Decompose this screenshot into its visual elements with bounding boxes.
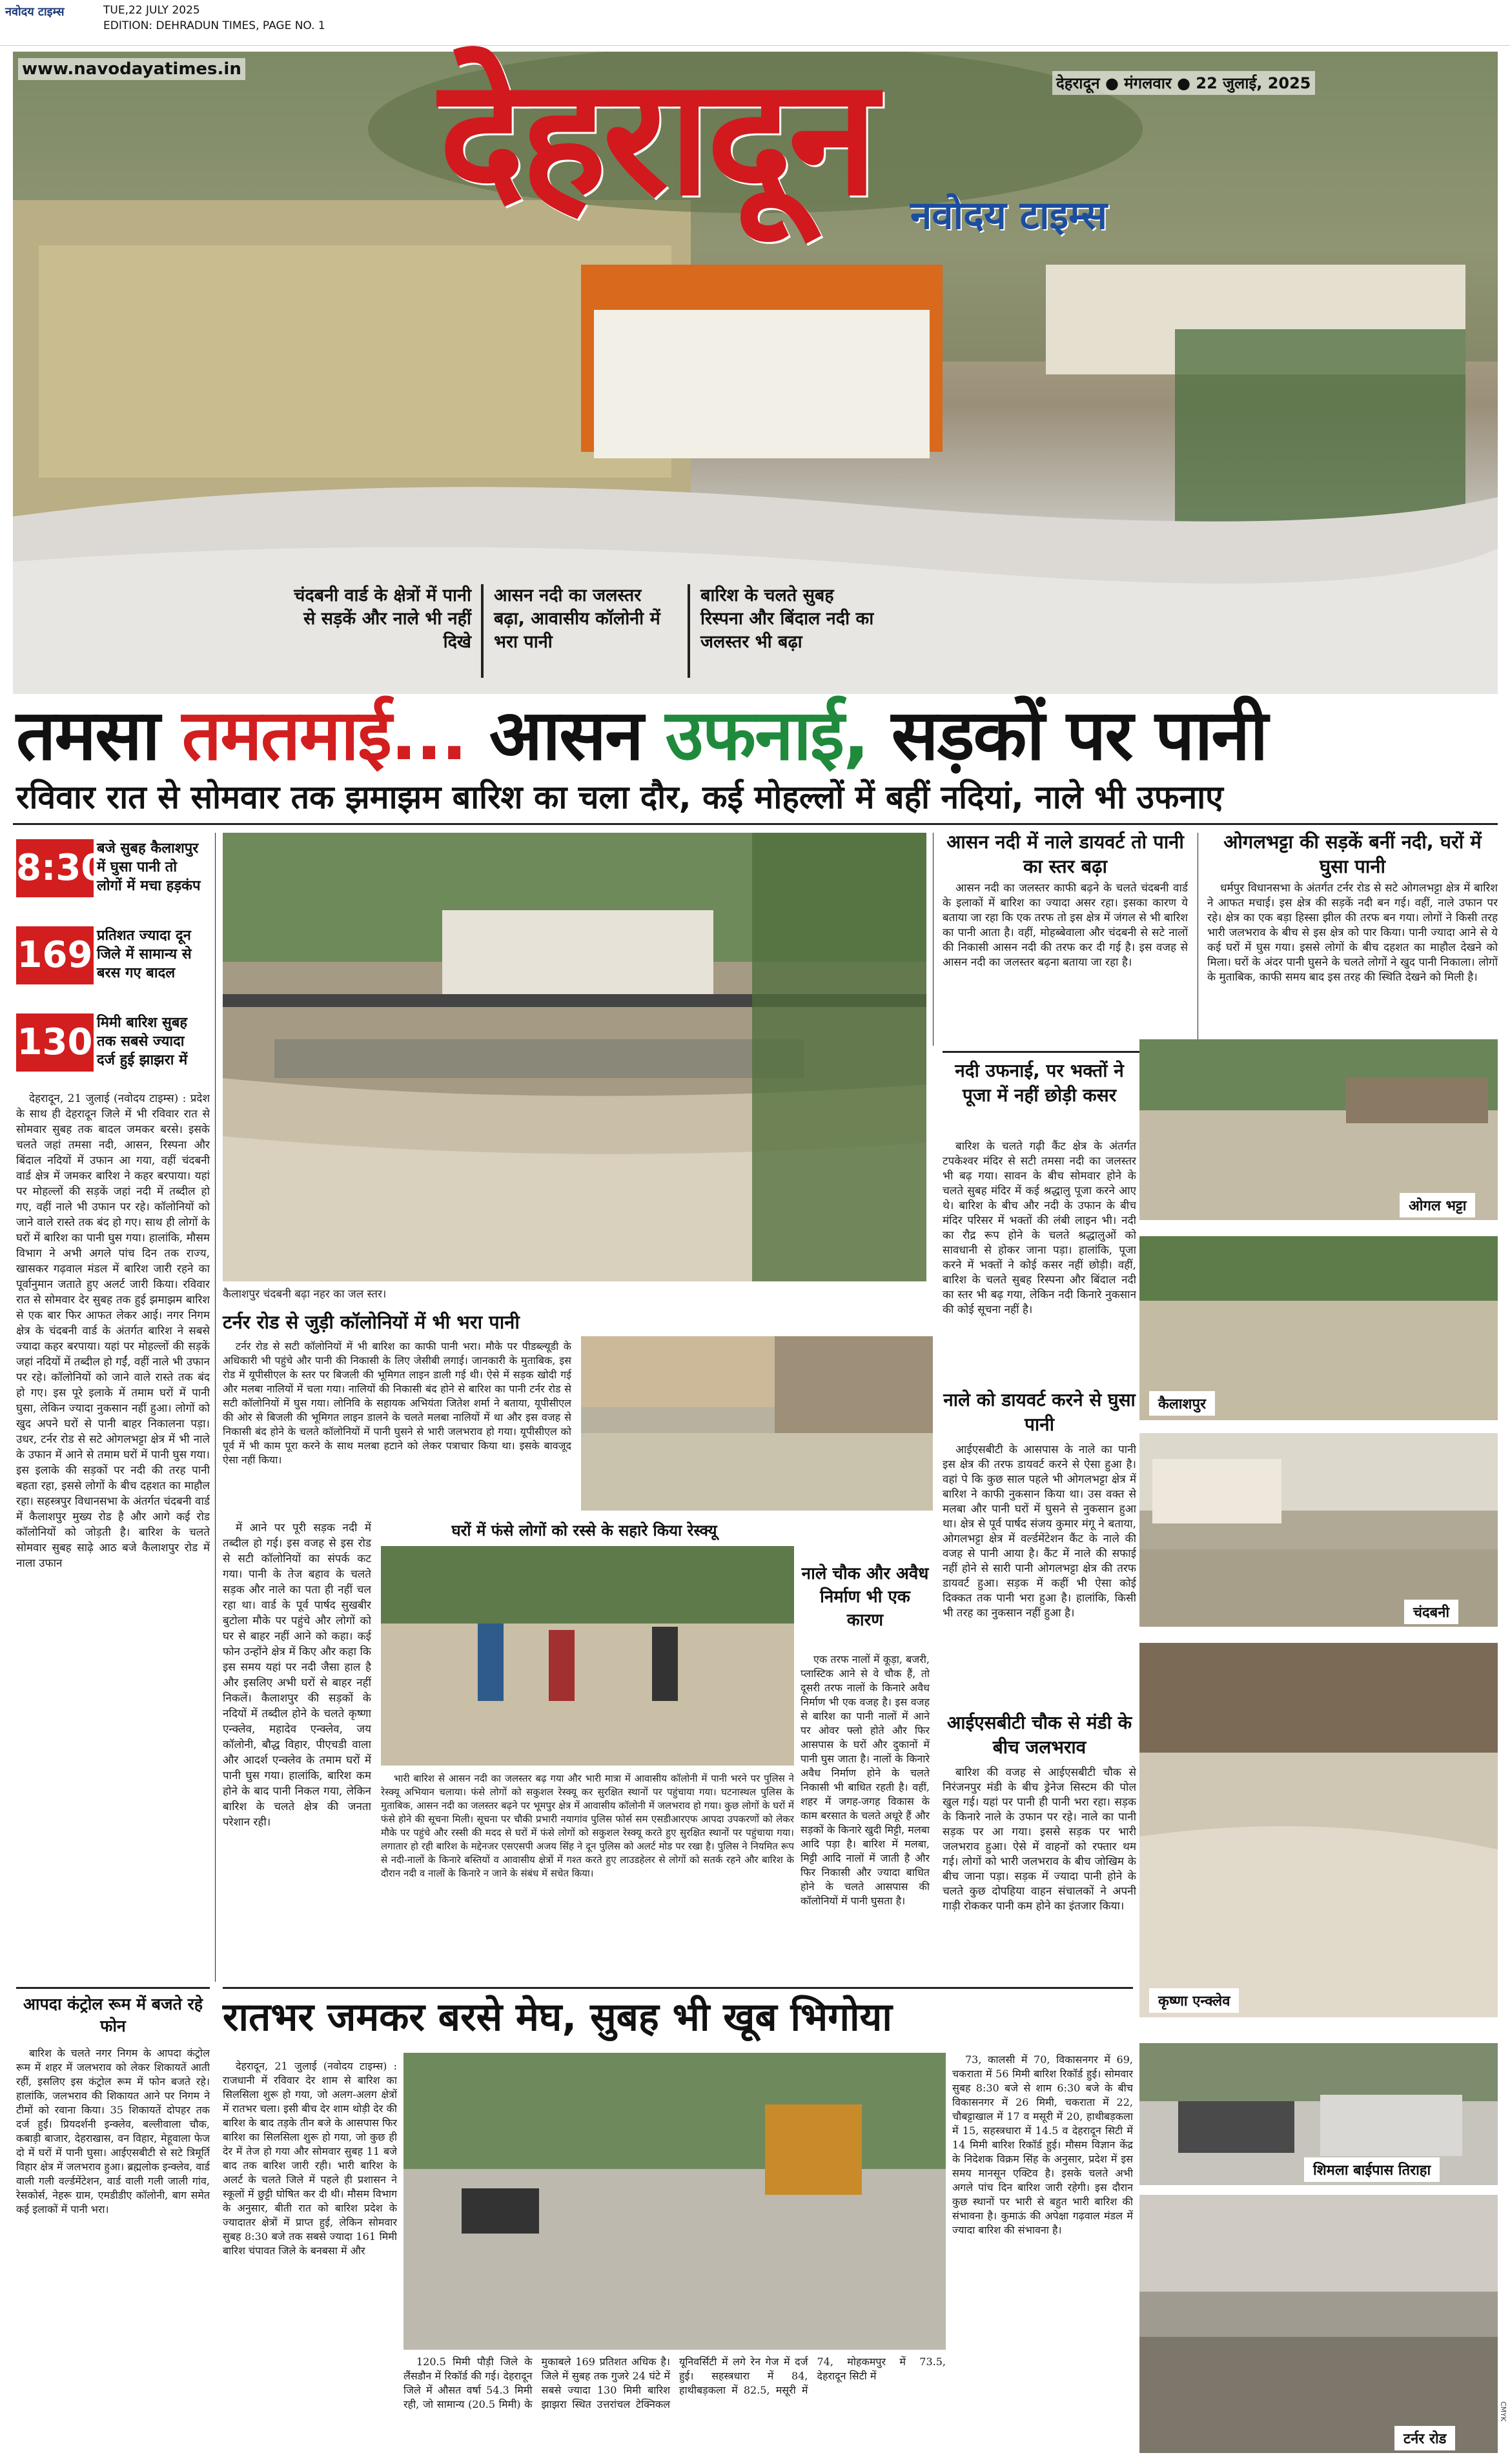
story-continued-text: में आने पर पूरी सड़क नदी में तब्दील हो गई। इस वजह से इस रोड से सटी कॉलोनियों का संपर्क कट गया। पानी के तेज बहाव के चलते सड़क और नाले का पता ही नहीं चल रहा था। वार्ड के पूर्व पार्षद सुखबीर बुटोला मौके पर पहुंचे और लोगों को घर से बाहर नहीं आने को कहा। कई फोन उन्होंने क्षेत्र में किए और कहा कि इस समय यहां पर नदी जैसा हाल है और इसलिए अभी घरों से बाहर नहीं निकलें। कैलाशपुर की सड़कों के नदियों में तब्दील होने के चलते कृष्णा एन्क्लेव, महादेव एन्क्लेव, जय कॉलोनी, बौद्ध विहार, पीएचडी वाला और आदर्श एन्क्लेव के तमाम घरों में पानी घुस गया। हालांकि, बारिश कम होने के बाद पानी निकल गया, लेकिन बारिश के चलते क्षेत्र की जनता परेशान रही। — [223, 1522, 371, 1829]
photo-turner-road — [1139, 2195, 1498, 2453]
night-head: रातभर जमकर बरसे मेघ, सुबह भी खूब भिगोया — [223, 1995, 892, 2040]
night-body-3-text: 73, कालसी में 70, विकासनगर में 69, चकराता में 56 मिमी बारिश रिकॉर्ड हुई। सोमवार सुबह 8:30 बजे से शाम 6:30 बजे के बीच विकासनगर में 26 मिमी, चकराता में 22, चौबट्टाखाल में 17 व मसूरी में 20, हाथीबड़कला में 15, सहस्त्रधारा में 14.5 व देहरादून सिटी में 14 मिमी बारिश रिकॉर्ड हुई। मौसम विज्ञान केंद्र के निदेशक विक्रम सिंह के अनुसार, प्रदेश में इस समय मानसून एक्टिव है। इसके चलते अभी अगले पांच दिन बारिश जारी रहेगी। इस दौरान कुछ स्थानों पर भारी से बहुत भारी बारिश की संभावना है। कुमाऊं की अपेक्षा गढ़वाल मंडल में ज्यादा बारिश की संभावना है। — [952, 2053, 1133, 2236]
turner-head: टर्नर रोड से जुड़ी कॉलोनियों में भी भरा पानी — [223, 1311, 520, 1333]
story-continued — [223, 1520, 371, 1917]
main-headline — [16, 694, 1501, 781]
ogal-body-text: धर्मपुर विधानसभा के अंतर्गत टर्नर रोड से सटे ओगलभट्टा क्षेत्र में बारिश ने आफत मचाई। इस क्षेत्र की सड़कें नदी बन गई। वहीं, नाले उफान पर रहे। क्षेत्र का एक बड़ा हिस्सा झील की तरफ बन गया। लोगों ने किसी तरह भारी जलभराव के बीच से इस क्षेत्र को पार किया। पानी ज्यादा आने से ये कई घरों में घुस गया। इससे लोगों के बीच दहशत का माहौल देखने को मिला। घरों के अंदर पानी घुसने के चलते लोगों ने खुद पानी निकाला। लोगों के मुताबिक, काफी समय बाद इस तरह की स्थिति देखने को मिली है। — [1207, 882, 1498, 984]
divert-body-text: आईएसबीटी के आसपास के नाले का पानी इस क्षेत्र की तरफ डायवर्ट करने से ऐसा हुआ है। वहां पे कि कुछ साल पहले भी ओगलभट्टा क्षेत्र में बारिश ने काफी नुकसान किया था। उस वक्त से मलबा और पानी घरों में घुसने से नुकसान हुआ था। क्षेत्र से पूर्व पार्षद संजय कुमार मंगू ने बताया, ओगलभट्टा क्षेत्र में वर्ल्डमेंटेशन कैंट के नाले की वजह से पानी आया है। कैंट में नाले की सफाई नहीं होने से सारी पानी ओगलभट्टा क्षेत्र की तरफ डायवर्ट हुआ। सड़क में कहीं भी ऐसा कोई दिक्कत तक पानी भरा हुआ है। हालांकि, किसी भी तरह का नुकसान नहीं हुआ है। — [943, 1443, 1136, 1620]
stat-text-2: प्रतिशत ज्यादा दून जिले में सामान्य से बरस गए बादल — [97, 928, 192, 981]
teaser-1: चंदबनी वार्ड के क्षेत्रों में पानी से सड़कें और नाले भी नहीं दिखे — [294, 585, 471, 652]
stat-text-1: बजे सुबह कैलाशपुर में घुसा पानी तो लोगों में मचा हड़कंप — [97, 840, 201, 894]
rule-control — [16, 1987, 210, 1989]
topbar-edition: EDITION: DEHRADUN TIMES, PAGE NO. 1 — [103, 19, 325, 32]
masthead-dateline: देहरादून ● मंगलवार ● 22 जुलाई, 2025 — [1052, 71, 1315, 95]
drain-body-text: एक तरफ नालों में कूड़ा, बजरी, प्लास्टिक आने से वे चौक हैं, तो दूसरी तरफ नालों के किनारे अवैध निर्माण भी एक वजह है। इस वजह से बारिश का पानी नालों में आने पर ओवर फ्लो होते और फिर आसपास के घरों और दुकानों में पानी घुस जाता है। नालों के किनारे अवैध निर्माण होने के चलते निकासी भी बाधित रहती है। वहीं, शहर में जगह-जगह विकास के काम बरसात के चलते अधूरे हैं और सड़कों के किनारे खुदी मिट्टी, मलबा आदि पड़ा है। बारिश में मलबा, मिट्टी आदि नालों में जाती है और फिर निकासी और ज्यादा बाधित होने के चलते आसपास की कॉलोनियों में पानी घुसता है। — [801, 1653, 930, 1907]
label-ogal-bhatta: ओगल भट्टा — [1400, 1193, 1475, 1217]
label-krishna-enclave: कृष्णा एन्क्लेव — [1149, 1988, 1239, 2013]
asan-body-text: आसन नदी का जलस्तर काफी बढ़ने के चलते चंदबनी वार्ड के इलाकों में बारिश का ज्यादा असर रहा। इसका कारण ये बताया जा रहा कि एक तरफ तो इस क्षेत्र में जंगल से भी बारिश का पानी आता है। वहीं, मोहब्बेवाला और चंदबनी से सटे नालों की निकासी आसन नदी की तरफ कर दी गई है। इस वजह से आसन नदी का जलस्तर बढ़ना बताया जा रहा है। — [943, 882, 1188, 969]
stat-text-3: मिमी बारिश सुबह तक सबसे ज्यादा दर्ज हुई झाझरा में — [97, 1015, 188, 1068]
main-story-text: देहरादून, 21 जुलाई (नवोदय टाइम्स) : प्रदेश के साथ ही देहरादून जिले में भी रविवार रात से सोमवार सुबह तक बादल जमकर बरसे। इसके चलते जहां तमसा नदी, आसन, रिस्पना और बिंदाल नदियों में उफान आ गया, वहीं चंदबनी वार्ड क्षेत्र में जमकर बारिश ने कहर बरपाया। यहां पर मोहल्लों की सड़कें जहां नदी में तब्दील हो गए, वहीं नाले भी उफान पर रहे। कॉलोनियों को जाने वाले रास्ते तक बंद हो गए। साथ ही लोगों के घरों में बारिश का पानी घुस गया। हालांकि, मौसम विभाग ने अभी अगले पांच दिन तक राज्य, खासकर गढ़वाल मंडल में बारिश जारी रहने का पूर्वानुमान जताते हुए अलर्ट जारी किया। रविवार रात से सोमवार देर सुबह तक हुई झमाझम बारिश से एक बार फिर आफत लेकर आई। नगर निगम क्षेत्र के चंदबनी वार्ड के अंतर्गत बारिश ने सबसे ज्यादा कहर बरपाया। यहां पर मोहल्लों की सड़कें जहां नदियों में तब्दील हो गईं, वहीं नाले भी उफान पर रहे। कॉलोनियों को जाने वाले रास्ते तक बंद हो गए। इस पूरे इलाके में तमाम घरों में पानी घुसा, लेकिन ज्यादा नुकसान नहीं हुआ। लोगों को खुद अपने घरों से पानी बाहर निकालना पड़ा। उधर, टर्नर रोड से सटे ओगलभट्टा क्षेत्र में भी नाले के उफान में आने से तमाम घरों में पानी घुस गया। इस इलाके की सड़कों पर नदी की तरह पानी बहता रहा, इससे लोगों के बीच दहशत का माहौल रहा। सहस्त्रपुर विधानसभा के अंतर्गत चंदबनी वार्ड में कैलाशपुर मुख्य रोड है और आगे कई रोड कॉलोनियों को जोड़ती है। बारिश के चलते सोमवार सुबह साढ़े आठ बजे कैलाशपुर रोड में नाला उफान — [16, 1092, 210, 1570]
label-kailashpur: कैलाशपुर — [1149, 1391, 1215, 1416]
topbar-date: TUE,22 JULY 2025 — [103, 4, 200, 17]
rescue-body — [381, 1772, 794, 1917]
headline-part-3: आसन — [489, 695, 643, 776]
masthead-brand: नवोदय टाइम्स — [910, 193, 1108, 238]
divert-head: नाले को डायवर्ट करने से घुसा पानी — [943, 1389, 1136, 1435]
photo-kailashpur-canal — [223, 833, 926, 1281]
stat-number-3: 130 — [16, 1013, 94, 1072]
turner-body — [223, 1339, 571, 1511]
teaser-divider-2 — [688, 584, 690, 678]
main-subhead: रविवार रात से सोमवार तक झमाझम बारिश का चला दौर, कई मोहल्लों में बहीं नदियां, नाले भी उफनाए — [16, 779, 1223, 816]
devotees-body-text: बारिश के चलते गढ़ी कैंट क्षेत्र के अंतर्गत टपकेश्वर मंदिर से सटी तमसा नदी का जलस्तर भी बढ़ गया। सावन के बीच सोमवार होने के चलते सुबह मंदिर में कई श्रद्धालु पूजा करने आए थे। बारिश के बीच और नदी के उफान के बीच मंदिर परिसर में भक्तों की लंबी लाइन भी। नदी का रौद्र रूप होने के चलते श्रद्धालुओं को सावधानी से होकर जाना पड़ा। हालांकि, पूजा करने में भक्तों ने कोई कसर नहीं छोड़ी। वहीं, बारिश के चलते सुबह रिस्पना और बिंदाल नदी का स्तर भी बढ़ गया, लेकिन नदी किनारे नुकसान की कोई सूचना नहीं है। — [943, 1140, 1136, 1316]
teaser-2: आसन नदी का जलस्तर बढ़ा, आवासीय कॉलोनी में भरा पानी — [494, 585, 660, 652]
label-turner-road: टर्नर रोड — [1394, 2426, 1455, 2450]
rule-night — [223, 1987, 1133, 1989]
label-chandbani: चंदबनी — [1404, 1600, 1458, 1624]
control-body-text: बारिश के चलते नगर निगम के आपदा कंट्रोल रूम में शहर में जलभराव को लेकर शिकायतें आती रहीं, इसलिए इस कंट्रोल रूम में फोन बजते रहे। हालांकि, जलभराव की शिकायत आने पर निगम ने टीमों को रवाना किया। 35 शिकायतें दोपहर तक दर्ज हुईं। प्रियदर्शनी इन्क्लेव, बल्लीवाला चौक, कबाड़ी बाजार, देहराखास, वन विहार, मेहूवाला फेज दो में घरों में पानी घुसा। आईएसबीटी से सटे त्रिमूर्ति विहार क्षेत्र में जलभराव हुआ। ब्रह्मलोक इन्क्लेव, वार्ड वाली गली वर्ल्डमेंटेशन, वार्ड वाली गली जाली गांव, रेसकोर्स, नेहरू ग्राम, एमडीडीए कॉलोनी, बाग समेत कई इलाकों में पानी भरा। — [16, 2047, 210, 2215]
photo-night-rain — [403, 2053, 946, 2350]
devotees-body — [943, 1139, 1136, 1372]
control-body — [16, 2046, 210, 2453]
ogal-head: ओगलभट्टा की सड़कें बनीं नदी, घरों में घुसा पानी — [1223, 831, 1482, 877]
night-body-1-text: देहरादून, 21 जुलाई (नवोदय टाइम्स) : राजधानी में रविवार देर शाम से बारिश का सिलसिला शुरू हो गया, जो अलग-अलग क्षेत्रों में रातभर चला। इसी बीच देर शाम थोड़ी देर की बारिश के बाद तड़के तीन बजे के आसपास फिर बारिश का सिलसिला शुरू हो गया, जो कुछ ही देर में तेज हो गया और सोमवार सुबह 11 बजे बाद तक बारिश जारी रही। भारी बारिश के अलर्ट के चलते जिले में पहले ही प्रशासन ने स्कूलों में छुट्टी घोषित कर दी थी। मौसम विभाग के अनुसार, बीती रात को बारिश प्रदेश के ज्यादातर क्षेत्रों में प्राप्त हुई, लेकिन सोमवार सुबह 8:30 बजे तक सबसे ज्यादा 161 मिमी बारिश चंपावत जिले के बनबसा में और — [223, 2060, 397, 2257]
site-url[interactable]: www.navodayatimes.in — [18, 58, 245, 80]
topbar-brand: नवोदय टाइम्स — [5, 5, 65, 19]
headline-part-4: उफनाई, — [665, 695, 869, 776]
stat-number-1: 8:30 — [16, 839, 94, 897]
teaser-divider-1 — [481, 584, 484, 678]
night-body-2 — [403, 2355, 946, 2453]
control-head: आपदा कंट्रोल रूम में बजते रहे फोन — [23, 1995, 203, 2035]
photo-krishna-enclave — [1139, 1643, 1498, 2017]
headline-part-1: तमसा — [16, 695, 159, 776]
night-body-2-text: 120.5 मिमी पौड़ी जिले के लैंसडौन में रिकॉर्ड की गई। देहरादून जिले में औसत वर्षा 54.3 मिमी रही, जो सामान्य (20.5 मिमी) के मुकाबले 169 प्रतिशत अधिक है। जिले में सुबह तक गुजरे 24 घंटे में सबसे ज्यादा 130 मिमी बारिश झाझरा स्थित उत्तरांचल टेक्निकल यूनिवर्सिटी में लगे रेन गेज में दर्ज हुई। सहस्त्रधारा में 84, हाथीबड़कला में 82.5, मसूरी में 74, मोहकमपुर में 73.5, देहरादून सिटी में — [403, 2356, 946, 2410]
label-shimla-bypass: शिमला बाईपास तिराहा — [1304, 2157, 1440, 2182]
drain-head: नाले चौक और अवैध निर्माण भी एक कारण — [801, 1564, 929, 1630]
subhead-rule — [13, 823, 1498, 825]
isbt-body-text: बारिश की वजह से आईएसबीटी चौक से निरंजनपुर मंडी के बीच ड्रेनेज सिस्टम की पोल खुल गई। यहां पर पानी ही पानी भरा रहा। सड़क के किनारे नाले के उफान पर रहे। नाले का पानी सड़क पर आ गया। इससे सड़क पर भारी जलभराव हुआ। ऐसे में वाहनों को रफ्तार थम गई। लोगों को भारी जलभराव के बीच जोखिम के बीच जाना पड़ा। सड़क में ज्यादा पानी होने के चलते कुछ दोपहिया वाहन संचालकों ने अपनी गाड़ी रोककर पानी कम होने का इंतजार किया। — [943, 1766, 1136, 1913]
turner-body-text: टर्नर रोड से सटी कॉलोनियों में भी बारिश का काफी पानी भरा। मौके पर पीडब्ल्यूडी के अधिकारी भी पहुंचे और पानी की निकासी के लिए जेसीबी लगाई। जानकारी के मुताबिक, इस रोड में यूपीसीएल के स्तर पर बिजली की भूमिगत लाइन डाली गई थी। ऐसे में सड़क खोदी गई और मलबा नालियों में चला गया। नालियों की निकासी बंद होने से बारिश का पानी टर्नर रोड से सटी कॉलोनियों में घुस गया। लोनिवि के सहायक अभियंता जितेश शर्मा ने बताया, यूपीसीएल की ओर से बिजली की भूमिगत लाइन डालने के चलते मलबा नालियों में था और इस वजह से निकासी बंद होने के चलते कॉलोनियों में पानी घुसने से भारी जलभराव हो गया। यूपीसीएल को पूर्व में भी काम पूरा करने के साथ मलबा हटाने को लेकर पत्राचार किया था। इसके बावजूद ऐसा नहीं किया। — [223, 1340, 571, 1466]
headline-part-2: तमतमाई... — [181, 695, 467, 776]
photo-chandbani — [1139, 1433, 1498, 1627]
masthead-title: देहरादून — [439, 43, 874, 231]
teaser-3: बारिश के चलते सुबह रिस्पना और बिंदाल नदी का जलस्तर भी बढ़ा — [700, 585, 874, 652]
divert-body — [943, 1443, 1136, 1701]
cmyk-marker: CMYK — [1499, 2401, 1507, 2422]
isbt-body — [943, 1766, 1136, 1982]
drain-body — [801, 1653, 930, 1917]
rescue-head: घरों में फंसे लोगों को रस्से के सहारे किया रेस्क्यू — [451, 1522, 717, 1540]
col-rule-mid — [933, 833, 934, 1046]
top-bar — [0, 0, 1510, 46]
isbt-head: आईएसबीटी चौक से मंडी के बीच जलभराव — [946, 1712, 1132, 1758]
main-story — [16, 1091, 210, 1979]
stat-number-2: 169 — [16, 926, 94, 984]
col-rule-left — [215, 833, 216, 1982]
photo-rescue — [381, 1546, 794, 1766]
night-body-1 — [223, 2059, 397, 2453]
rescue-body-text: भारी बारिश से आसन नदी का जलस्तर बढ़ गया और भारी मात्रा में आवासीय कॉलोनी में पानी भरने पर पुलिस ने रेस्क्यू अभियान चलाया। फंसे लोगों को सकुशल रेस्क्यू कर सुरक्षित स्थानों पर पहुंचाया गया। घटनास्थल पुलिस के मुताबिक, आसन नदी का जलस्तर बढ़ने पर भूमपुर क्षेत्र में आवासीय कॉलोनी में जलभराव हो गया। कुछ लोगों के घरों में फंसे होने की सूचना मिली। सूचना पर चौकी प्रभारी नयागांव पुलिस फोर्स सम एसडीआरएफ आपदा उपकरणों को लेकर मौके पर पहुंचे और रस्सी की मदद से घरों में फंसे लोगों को सकुशल रेस्क्यू करते हुए सुरक्षित स्थानों पर पहुंचाया गया। लगातार हो रही बारिश के मद्देनजर एसएसपी अजय सिंह ने दून पुलिस को अलर्ट मोड पर रखा है। पुलिस ने नियमित रूप से नदी-नालों के किनारे बस्तियों व आवासीय क्षेत्रों में गश्त करते हुए लाउडहेलर से लोगों को सतर्क रहने और बारिश के दौरान नदी व नालों के किनारे न जाने के संबंध में सचेत किया। — [381, 1773, 794, 1879]
photo-1-caption: कैलाशपुर चंदबनी बढ़ा नहर का जल स्तर। — [223, 1288, 387, 1301]
photo-turner-colony — [581, 1336, 933, 1511]
headline-part-5: सड़कों पर पानी — [891, 695, 1267, 776]
night-body-3 — [952, 2053, 1133, 2453]
asan-body — [943, 881, 1188, 1046]
asan-head: आसन नदी में नाले डायवर्ट तो पानी का स्तर बढ़ा — [946, 831, 1184, 877]
devotees-head: नदी उफनाई, पर भक्तों ने पूजा में नहीं छोड़ी कसर — [955, 1060, 1124, 1106]
ogal-body — [1207, 881, 1498, 1046]
